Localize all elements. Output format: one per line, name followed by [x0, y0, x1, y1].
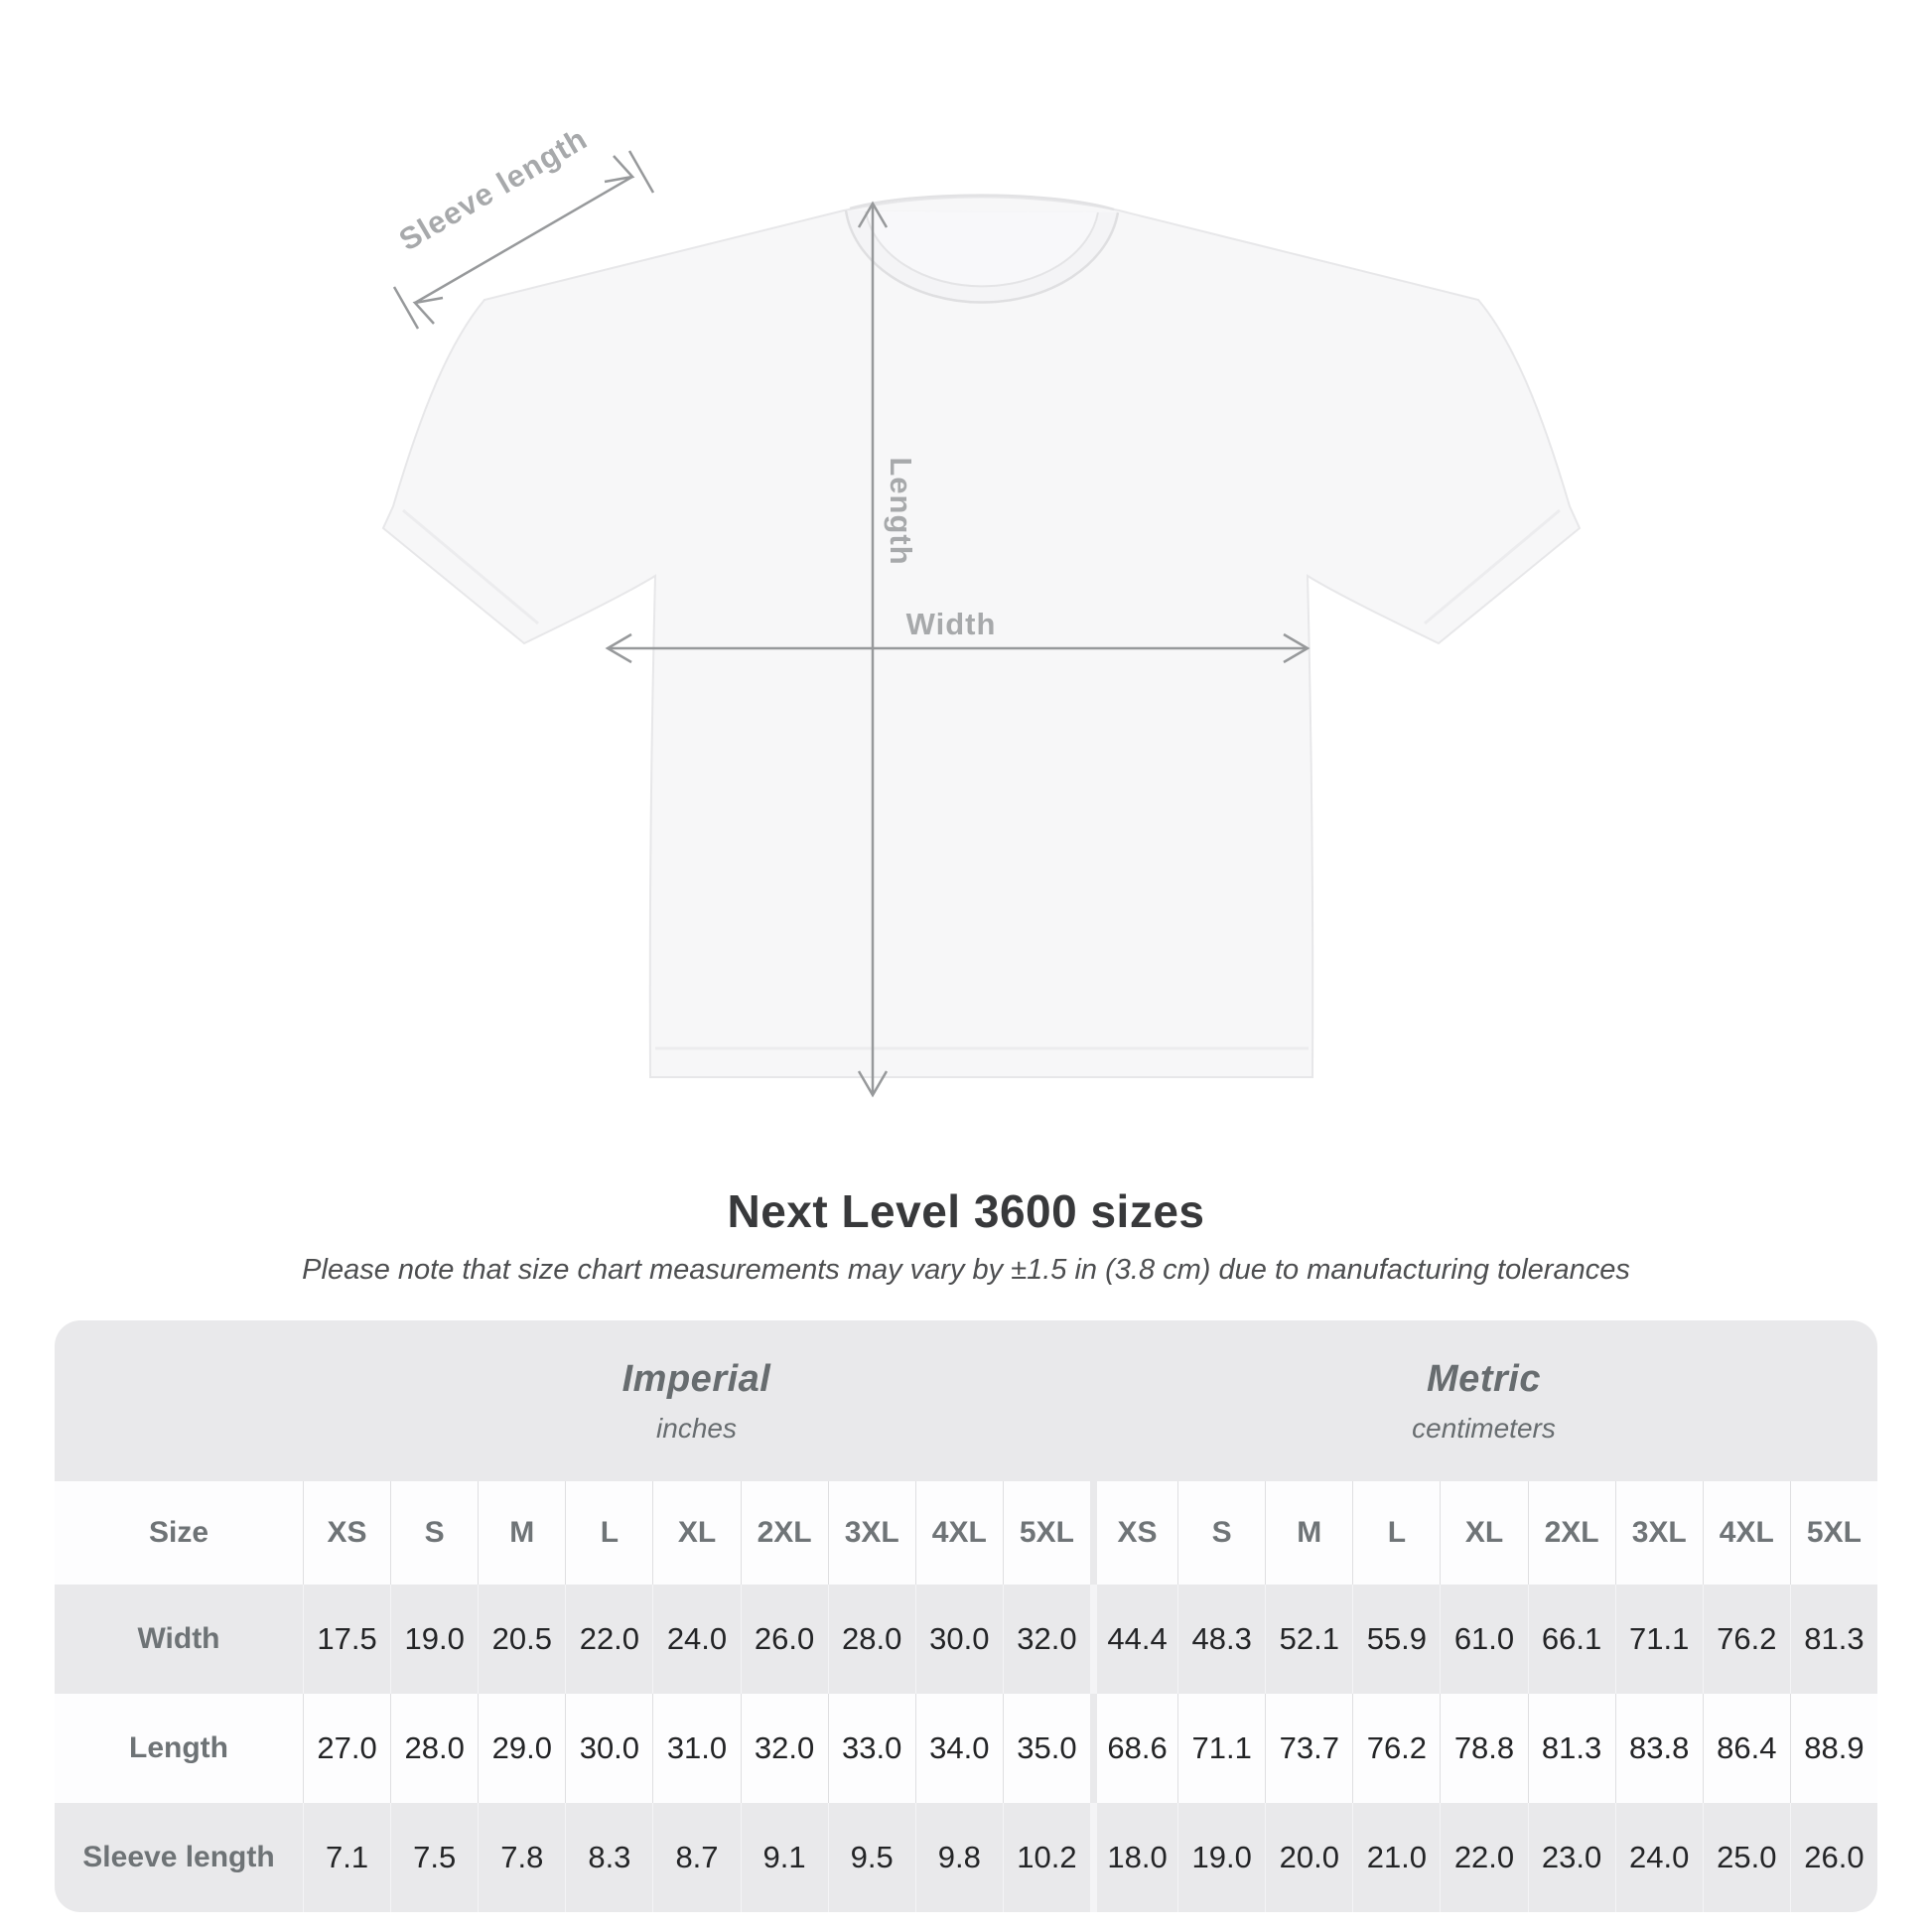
- value-cell-imperial: 32.0: [741, 1694, 828, 1803]
- value-cell-imperial: 20.5: [478, 1585, 565, 1694]
- value-cell-imperial: 28.0: [828, 1585, 915, 1694]
- value-cell-imperial: 8.3: [565, 1803, 652, 1912]
- value-cell-imperial: 7.8: [478, 1803, 565, 1912]
- value-cell-imperial: 9.8: [915, 1803, 1003, 1912]
- row-label: Length: [55, 1694, 303, 1803]
- value-cell-metric: 21.0: [1352, 1803, 1440, 1912]
- value-cell-imperial: 31.0: [652, 1694, 740, 1803]
- value-cell-metric: 78.8: [1440, 1694, 1527, 1803]
- value-cell-metric: 61.0: [1440, 1585, 1527, 1694]
- value-cell-metric: 88.9: [1790, 1694, 1877, 1803]
- value-cell-imperial: 19.0: [390, 1585, 478, 1694]
- value-cell-imperial: 10.2: [1003, 1803, 1090, 1912]
- value-cell-metric: 83.8: [1615, 1694, 1703, 1803]
- metric-group-unit: centimeters: [1412, 1412, 1556, 1444]
- value-cell-imperial: 30.0: [915, 1585, 1003, 1694]
- row-label: Sleeve length: [82, 1841, 275, 1873]
- value-cell-imperial: 9.5: [828, 1803, 915, 1912]
- value-cell-imperial: 24.0: [652, 1585, 740, 1694]
- value-cell-imperial: 9.1: [741, 1803, 828, 1912]
- value-cell-metric: 81.3: [1528, 1694, 1615, 1803]
- value-cell-metric: 76.2: [1703, 1585, 1790, 1694]
- value-cell-imperial: 33.0: [828, 1694, 915, 1803]
- value-cell-metric: 76.2: [1352, 1694, 1440, 1803]
- value-cell-imperial: 7.1: [303, 1803, 390, 1912]
- value-cell-metric: 19.0: [1177, 1803, 1265, 1912]
- value-cell-metric: 73.7: [1265, 1694, 1352, 1803]
- page-title: Next Level 3600 sizes: [727, 1185, 1205, 1237]
- value-cell-metric: 86.4: [1703, 1694, 1790, 1803]
- size-column-header: 5XL: [1790, 1481, 1877, 1585]
- value-cell-imperial: 7.5: [390, 1803, 478, 1912]
- value-cell-metric: 25.0: [1703, 1803, 1790, 1912]
- size-column-header: 2XL: [741, 1481, 828, 1585]
- size-column-header: XS: [303, 1481, 390, 1585]
- size-column-header: 4XL: [915, 1481, 1003, 1585]
- value-cell-imperial: 29.0: [478, 1694, 565, 1803]
- size-column-header: XL: [652, 1481, 740, 1585]
- metric-group-header: [1090, 1320, 1877, 1481]
- value-cell-metric: 48.3: [1177, 1585, 1265, 1694]
- size-column-header: 3XL: [828, 1481, 915, 1585]
- group-header-corner: [55, 1320, 303, 1481]
- value-cell-imperial: 26.0: [741, 1585, 828, 1694]
- size-column-header: 2XL: [1528, 1481, 1615, 1585]
- size-chart-card: [55, 1320, 1877, 1912]
- value-cell-metric: 24.0: [1615, 1803, 1703, 1912]
- size-column-header: L: [1352, 1481, 1440, 1585]
- value-cell-imperial: 32.0: [1003, 1585, 1090, 1694]
- size-table-grid: [55, 1320, 1877, 1912]
- value-cell-metric: 23.0: [1528, 1803, 1615, 1912]
- value-cell-imperial: 17.5: [303, 1585, 390, 1694]
- size-column-header: XL: [1440, 1481, 1527, 1585]
- value-cell-imperial: 28.0: [390, 1694, 478, 1803]
- metric-group-name: Metric: [1427, 1357, 1541, 1400]
- value-cell-metric: 52.1: [1265, 1585, 1352, 1694]
- value-cell-metric: 71.1: [1615, 1585, 1703, 1694]
- value-cell-imperial: 8.7: [652, 1803, 740, 1912]
- row-label: Width: [137, 1622, 220, 1655]
- value-cell-imperial: 22.0: [565, 1585, 652, 1694]
- value-cell-imperial: 35.0: [1003, 1694, 1090, 1803]
- value-cell-metric: 55.9: [1352, 1585, 1440, 1694]
- size-column-header: M: [1265, 1481, 1352, 1585]
- size-row-label: Size: [55, 1481, 303, 1585]
- size-column-header: XS: [1090, 1481, 1177, 1585]
- size-column-header: 5XL: [1003, 1481, 1090, 1585]
- value-cell-metric: 68.6: [1090, 1694, 1177, 1803]
- imperial-group-name: Imperial: [621, 1357, 771, 1400]
- value-cell-imperial: 34.0: [915, 1694, 1003, 1803]
- size-column-header: M: [478, 1481, 565, 1585]
- size-column-header: S: [1177, 1481, 1265, 1585]
- sleeve-length-dimension-label: Sleeve length: [393, 120, 594, 258]
- value-cell-metric: 71.1: [1177, 1694, 1265, 1803]
- value-cell-metric: 20.0: [1265, 1803, 1352, 1912]
- imperial-group-unit: inches: [656, 1412, 737, 1444]
- value-cell-metric: 44.4: [1090, 1585, 1177, 1694]
- value-cell-imperial: 27.0: [303, 1694, 390, 1803]
- size-column-header: 4XL: [1703, 1481, 1790, 1585]
- size-column-header: L: [565, 1481, 652, 1585]
- value-cell-metric: 22.0: [1440, 1803, 1527, 1912]
- size-column-header: 3XL: [1615, 1481, 1703, 1585]
- value-cell-metric: 66.1: [1528, 1585, 1615, 1694]
- width-dimension-label: Width: [905, 607, 997, 641]
- tolerance-note: Please note that size chart measurements may vary by ±1.5 in (3.8 cm) due to manufacturing tolerances: [302, 1254, 1630, 1286]
- length-dimension-label: Length: [884, 457, 918, 566]
- size-column-header: S: [390, 1481, 478, 1585]
- value-cell-metric: 18.0: [1090, 1803, 1177, 1912]
- value-cell-metric: 81.3: [1790, 1585, 1877, 1694]
- value-cell-imperial: 30.0: [565, 1694, 652, 1803]
- imperial-group-header: [303, 1320, 1090, 1481]
- value-cell-metric: 26.0: [1790, 1803, 1877, 1912]
